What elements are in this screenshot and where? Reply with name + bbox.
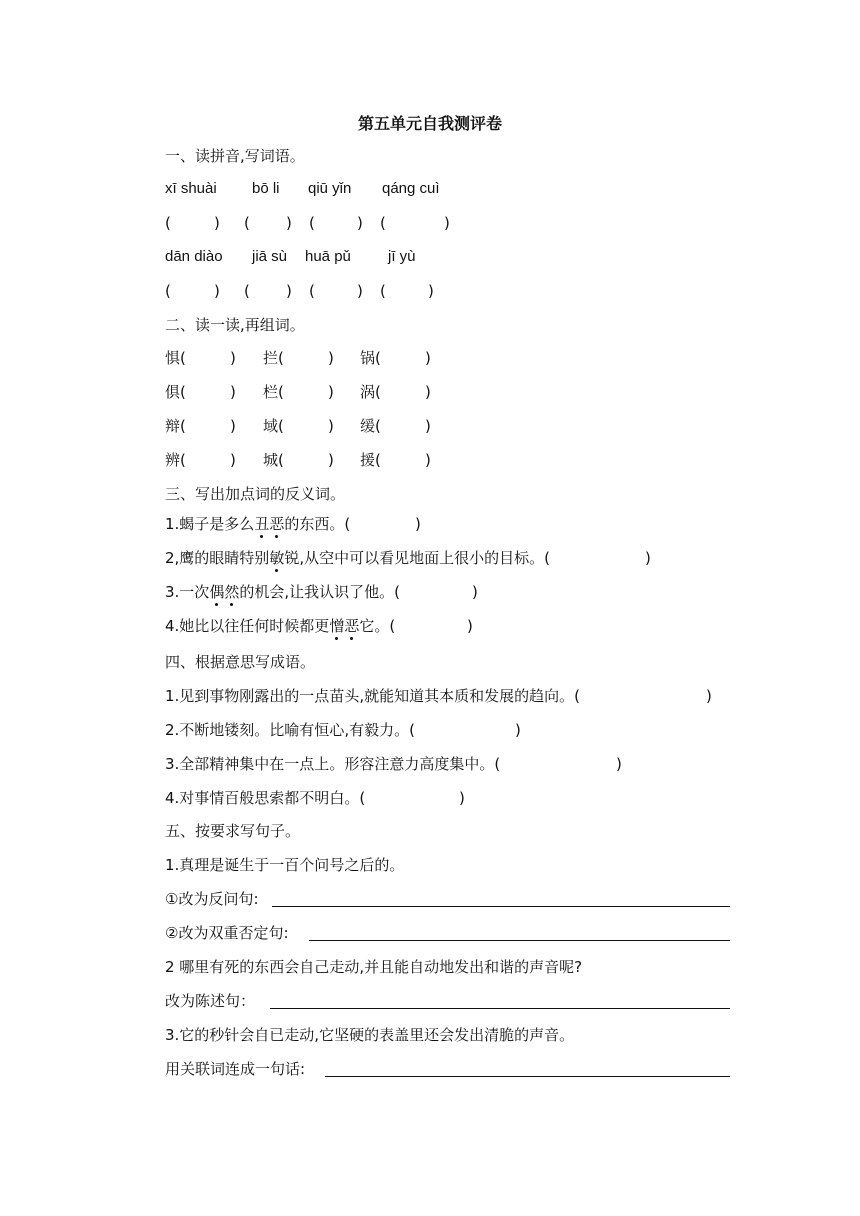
answer-paren-open: (	[380, 282, 386, 300]
answer-paren-close: )	[444, 214, 450, 232]
answer-paren-close: )	[428, 282, 434, 300]
answer-paren-close: )	[328, 383, 334, 401]
answer-paren-close: )	[645, 549, 651, 567]
question-3-2: 2,鹰的眼睛特别敏锐,从空中可以看见地面上很小的目标。(	[165, 549, 550, 567]
dotted-char: 恶	[269, 515, 285, 533]
answer-paren-close: )	[459, 789, 465, 807]
question-4-1: 1.见到事物刚露出的一点苗头,就能知道其本质和发展的趋向。(	[165, 687, 580, 705]
answer-paren-close: )	[425, 451, 431, 469]
pinyin-5: dān diào	[165, 248, 223, 265]
dotted-char: 憎	[329, 617, 345, 635]
char-item: 俱(	[165, 383, 186, 401]
answer-paren-close: )	[425, 417, 431, 435]
pinyin-6: jiā sù	[252, 248, 288, 265]
answer-paren-close: )	[467, 617, 473, 635]
question-5-3: 3.它的秒针会自已走动,它坚硬的表盖里还会发出清脆的声音。	[165, 1026, 575, 1044]
char-item: 惧(	[165, 349, 186, 367]
answer-paren-close: )	[328, 349, 334, 367]
question-5-3a: 用关联词连成一句话:	[165, 1060, 306, 1078]
question-3-1: 1.蝎子是多么丑恶的东西。(	[165, 515, 351, 533]
question-3-3: 3.一次偶然的机会,让我认识了他。(	[165, 583, 400, 601]
question-5-1: 1.真理是诞生于一百个问号之后的。	[165, 856, 405, 874]
answer-paren-close: )	[214, 214, 220, 232]
answer-paren-close: )	[706, 687, 712, 705]
answer-paren-open: (	[309, 282, 315, 300]
answer-line[interactable]	[325, 1076, 730, 1077]
answer-paren-open: (	[380, 214, 386, 232]
answer-paren-close: )	[357, 282, 363, 300]
answer-paren-close: )	[286, 214, 292, 232]
answer-paren-close: )	[616, 755, 622, 773]
pinyin-2: bō li	[252, 180, 280, 197]
section-5-heading: 五、按要求写句子。	[165, 822, 301, 840]
answer-paren-close: )	[472, 583, 478, 601]
answer-paren-open: (	[165, 282, 171, 300]
answer-paren-close: )	[425, 349, 431, 367]
char-item: 域(	[263, 417, 284, 435]
question-4-2: 2.不断地镂刻。比喻有恒心,有毅力。(	[165, 721, 415, 739]
pinyin-8: jī yù	[388, 248, 416, 265]
answer-paren-open: (	[165, 214, 171, 232]
char-item: 援(	[360, 451, 381, 469]
question-3-4: 4.她比以往任何时候都更憎恶它。(	[165, 617, 396, 635]
answer-line[interactable]	[272, 906, 730, 907]
dotted-char: 敏	[269, 549, 285, 567]
answer-line[interactable]	[270, 1008, 730, 1009]
char-item: 涡(	[360, 383, 381, 401]
dotted-char: 恶	[344, 617, 360, 635]
char-item: 辩(	[165, 417, 186, 435]
answer-paren-close: )	[328, 451, 334, 469]
question-5-1b: ②改为双重否定句:	[165, 924, 289, 942]
char-item: 城(	[263, 451, 284, 469]
section-2-heading: 二、读一读,再组词。	[165, 316, 305, 334]
answer-paren-close: )	[415, 515, 421, 533]
pinyin-3: qiū yǐn	[308, 180, 352, 197]
page-title: 第五单元自我测评卷	[357, 114, 502, 133]
answer-paren-close: )	[230, 417, 236, 435]
section-4-heading: 四、根据意思写成语。	[165, 653, 316, 671]
char-item: 缓(	[360, 417, 381, 435]
answer-paren-close: )	[425, 383, 431, 401]
answer-paren-open: (	[309, 214, 315, 232]
answer-paren-close: )	[357, 214, 363, 232]
dotted-char: 偶	[209, 583, 225, 601]
question-5-1a: ①改为反问句:	[165, 890, 259, 908]
answer-line[interactable]	[309, 940, 730, 941]
answer-paren-close: )	[214, 282, 220, 300]
answer-paren-close: )	[230, 349, 236, 367]
section-3-heading: 三、写出加点词的反义词。	[165, 485, 346, 503]
question-4-3: 3.全部精神集中在一点上。形容注意力高度集中。(	[165, 755, 501, 773]
question-5-2: 2 哪里有死的东西会自己走动,并且能自动地发出和谐的声音呢?	[165, 958, 583, 976]
char-item: 锅(	[360, 349, 381, 367]
answer-paren-close: )	[286, 282, 292, 300]
char-item: 栏(	[263, 383, 284, 401]
char-item: 辨(	[165, 451, 186, 469]
question-4-4: 4.对事情百般思索都不明白。(	[165, 789, 366, 807]
char-item: 拦(	[263, 349, 284, 367]
answer-paren-close: )	[230, 451, 236, 469]
answer-paren-close: )	[515, 721, 521, 739]
question-5-2a: 改为陈述句：	[165, 992, 256, 1010]
pinyin-7: huā pǔ	[305, 248, 351, 265]
dotted-char: 然	[224, 583, 240, 601]
dotted-char: 丑	[254, 515, 270, 533]
answer-paren-open: (	[244, 214, 250, 232]
answer-paren-open: (	[244, 282, 250, 300]
section-1-heading: 一、读拼音,写词语。	[165, 147, 305, 165]
answer-paren-close: )	[328, 417, 334, 435]
pinyin-4: qáng cuì	[382, 180, 440, 197]
answer-paren-close: )	[230, 383, 236, 401]
pinyin-1: xī shuài	[165, 180, 217, 197]
